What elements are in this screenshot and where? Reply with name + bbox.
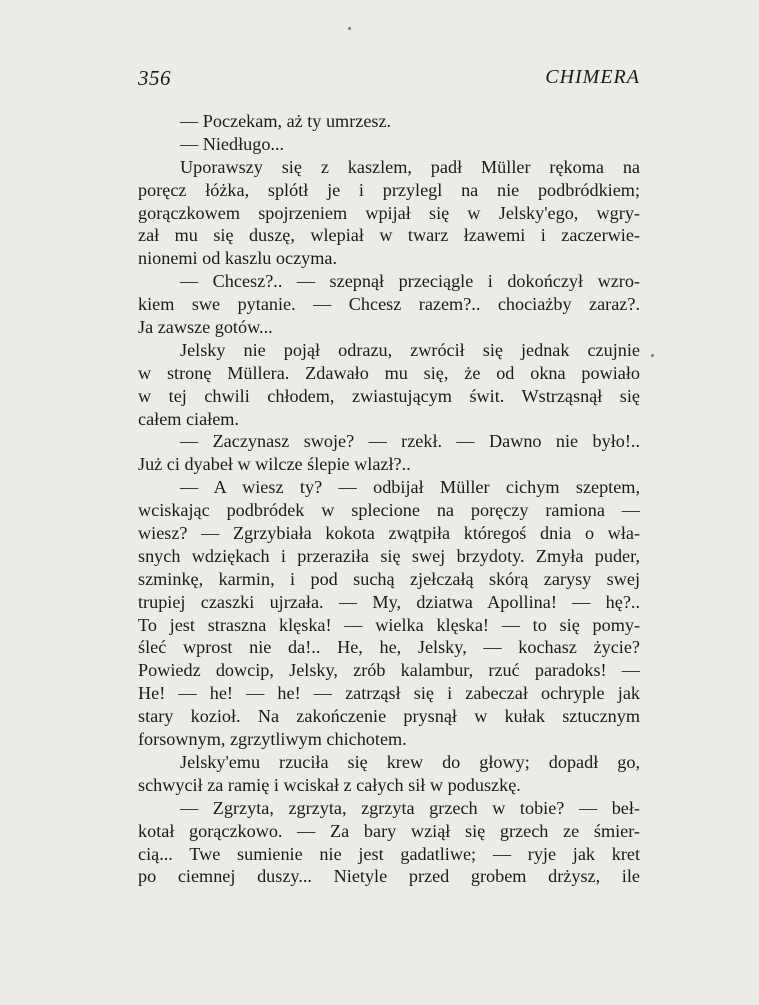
text-line: gorączkowem spojrzeniem wpijał się w Jelsky'ego, wgry- xyxy=(138,202,640,223)
text-line: Uporawszy się z kaszlem, padł Müller rękoma na xyxy=(180,156,640,177)
text-line: cią... Twe sumienie nie jest gadatliwe; — ryje jak kret xyxy=(138,843,640,864)
text-line: całem ciałem. xyxy=(138,408,239,429)
text-line: po ciemnej duszy... Nietyle przed grobem drżysz, ile xyxy=(138,866,640,887)
text-line: — Niedługo... xyxy=(180,133,285,154)
text-line: Już ci dyabeł w wilcze ślepie wlazł?.. xyxy=(138,454,411,475)
text-line: poręcz łóżka, splótł je i przylegl na nie podbródkiem; xyxy=(138,179,640,200)
text-line: — A wiesz ty? — odbijał Müller cichym szeptem, xyxy=(180,477,640,498)
text-line: snych wdziękach i przeraziła się swej brzydoty. Zmyła puder, xyxy=(138,545,640,566)
text-line: kotał gorączkowo. — Za bary wziął się grzech ze śmier- xyxy=(138,820,640,841)
body-text xyxy=(138,110,640,888)
page-header xyxy=(138,66,640,96)
text-line: wiesz? — Zgrzybiała kokota zwątpiła któregoś dnia o wła- xyxy=(138,523,640,544)
text-line: Jelsky'emu rzuciła się krew do głowy; dopadł go, xyxy=(180,751,640,772)
text-line: Ja zawsze gotów... xyxy=(138,317,273,338)
text-line: wciskając podbródek w splecione na poręczy ramiona — xyxy=(138,500,640,521)
page-number: 356 xyxy=(138,66,171,90)
text-line: w tej chwili chłodem, zwiastującym świt. Wstrząsnął się xyxy=(138,385,640,406)
text-line: kiem swe pytanie. — Chcesz razem?.. chociażby zaraz?. xyxy=(138,294,640,315)
text-line: szminkę, karmin, i pod suchą zjełczałą skórą zarysy swej xyxy=(138,568,640,589)
text-line: w stronę Müllera. Zdawało mu się, że od okna powiało xyxy=(138,362,640,383)
text-line: śleć wprost nie da!.. He, he, Jelsky, — kochasz życie? xyxy=(138,637,640,658)
text-line: zał mu się duszę, wlepiał w twarz łzawemi i zaczerwie- xyxy=(138,225,640,246)
text-line: Powiedz dowcip, Jelsky, zrób kalambur, rzuć paradoks! — xyxy=(138,660,640,681)
text-line: nionemi od kaszlu oczyma. xyxy=(138,248,337,269)
text-line: stary kozioł. Na zakończenie prysnął w kułak sztucznym xyxy=(138,706,640,727)
text-line: trupiej czaszki ujrzała. — My, dziatwa Apollina! — hę?.. xyxy=(138,591,640,612)
running-head: CHIMERA xyxy=(545,66,640,88)
paper-speck xyxy=(348,27,351,30)
text-line: — Zaczynasz swoje? — rzekł. — Dawno nie było!.. xyxy=(180,431,640,452)
text-line: — Chcesz?.. — szepnął przeciągle i dokończył wzro- xyxy=(180,271,640,292)
text-line: To jest straszna klęska! — wielka klęska! — to się pomy- xyxy=(138,614,640,635)
text-line: — Poczekam, aż ty umrzesz. xyxy=(180,111,392,131)
paper-speck xyxy=(651,354,654,357)
text-line: He! — he! — he! — zatrząsł się i zabeczał ochryple jak xyxy=(138,683,640,704)
text-line: — Zgrzyta, zgrzyta, zgrzyta grzech w tobie? — beł- xyxy=(180,797,640,818)
text-line: forsownym, zgrzytliwym chichotem. xyxy=(138,729,407,750)
text-line: Jelsky nie pojął odrazu, zwrócił się jednak czujnie xyxy=(180,339,640,360)
text-line: schwycił za ramię i wciskał z całych sił w poduszkę. xyxy=(138,774,521,795)
